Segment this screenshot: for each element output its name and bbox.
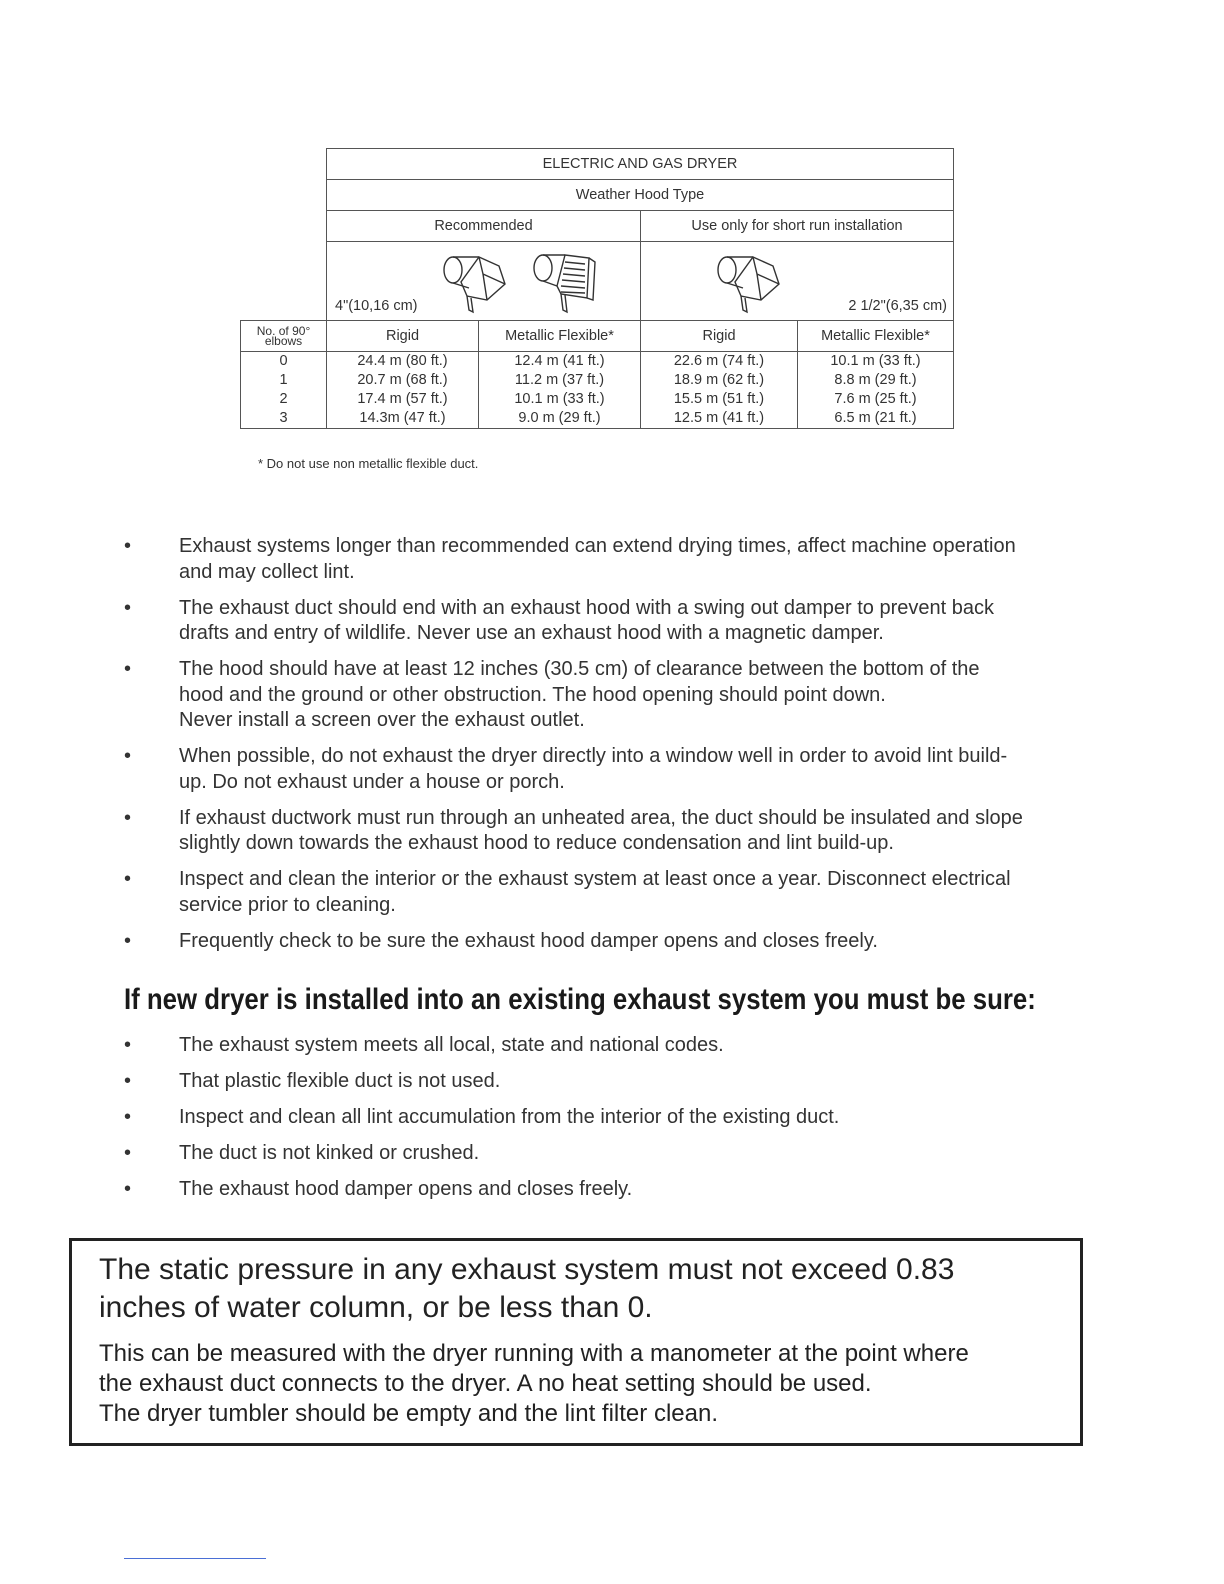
exhaust-guidelines-list bbox=[120, 534, 1090, 965]
col-rec-rigid: Rigid bbox=[327, 321, 479, 352]
existing-system-checklist bbox=[120, 1033, 1090, 1213]
recommended-header: Recommended bbox=[327, 211, 641, 242]
recommended-hoods-cell bbox=[327, 242, 641, 321]
short-rigid-values: 22.6 m (74 ft.) 18.9 m (62 ft.) 15.5 m (51 ft.) 12.5 m (41 ft.) bbox=[641, 352, 798, 429]
list-item: • The exhaust hood damper opens and closes freely. bbox=[120, 1177, 1090, 1203]
list-item: • Frequently check to be sure the exhaust hood damper opens and closes freely. bbox=[120, 929, 1090, 955]
recommended-hoods-icon bbox=[439, 252, 619, 314]
list-item: • That plastic flexible duct is not used. bbox=[120, 1069, 1090, 1095]
rec-flex-values: 12.4 m (41 ft.) 11.2 m (37 ft.) 10.1 m (33 ft.) 9.0 m (29 ft.) bbox=[479, 352, 641, 429]
notice-body: This can be measured with the dryer running with a manometer at the point where the exhaust duct connects to the dryer. A no heat setting should be used. The dryer tumbler should be empty and the lint filter clean. bbox=[99, 1340, 969, 1427]
short-run-hood-icon bbox=[713, 252, 793, 314]
table-title: ELECTRIC AND GAS DRYER bbox=[327, 149, 954, 180]
list-item: • Inspect and clean the interior or the exhaust system at least once a year. Disconnect electrical service prior to cleaning. bbox=[120, 867, 1090, 918]
bottom-divider bbox=[124, 1558, 266, 1559]
notice-heading: The static pressure in any exhaust system must not exceed 0.83 inches of water column, or be less than 0. bbox=[99, 1253, 955, 1324]
col-short-flex: Metallic Flexible* bbox=[798, 321, 954, 352]
short-run-hood-cell bbox=[641, 242, 954, 321]
duct-size-2-5in: 2 1/2"(6,35 cm) bbox=[848, 298, 947, 314]
table-footnote: * Do not use non metallic flexible duct. bbox=[258, 456, 479, 471]
venting-length-table bbox=[240, 148, 954, 429]
short-flex-values: 10.1 m (33 ft.) 8.8 m (29 ft.) 7.6 m (25 ft.) 6.5 m (21 ft.) bbox=[798, 352, 954, 429]
list-item: • The duct is not kinked or crushed. bbox=[120, 1141, 1090, 1167]
list-item: • If exhaust ductwork must run through an unheated area, the duct should be insulated and slope slightly down towards the exhaust hood to reduce condensation and lint build-up. bbox=[120, 806, 1090, 857]
short-run-header: Use only for short run installation bbox=[641, 211, 954, 242]
rec-rigid-values: 24.4 m (80 ft.) 20.7 m (68 ft.) 17.4 m (57 ft.) 14.3m (47 ft.) bbox=[327, 352, 479, 429]
list-item: • The exhaust duct should end with an exhaust hood with a swing out damper to prevent back drafts and entry of wildlife. Never use an exhaust hood with a magnetic damper. bbox=[120, 596, 1090, 647]
list-item: • The hood should have at least 12 inches (30.5 cm) of clearance between the bottom of the hood and the ground or other obstruction. The hood opening should point down. Never install a screen over the exhaust outlet. bbox=[120, 657, 1090, 734]
list-item: • The exhaust system meets all local, state and national codes. bbox=[120, 1033, 1090, 1059]
list-item: • When possible, do not exhaust the dryer directly into a window well in order to avoid lint build- up. Do not exhaust under a house or porch. bbox=[120, 744, 1090, 795]
list-item: • Inspect and clean all lint accumulation from the interior of the existing duct. bbox=[120, 1105, 1090, 1131]
existing-system-heading: If new dryer is installed into an existing exhaust system you must be sure: bbox=[124, 983, 1036, 1016]
static-pressure-notice bbox=[69, 1238, 1083, 1446]
col-short-rigid: Rigid bbox=[641, 321, 798, 352]
elbows-values: 0 1 2 3 bbox=[241, 352, 327, 429]
duct-size-4in: 4"(10,16 cm) bbox=[335, 298, 418, 314]
hood-type-header: Weather Hood Type bbox=[327, 180, 954, 211]
list-item: • Exhaust systems longer than recommended can extend drying times, affect machine operation and may collect lint. bbox=[120, 534, 1090, 585]
elbows-header: No. of 90° elbows bbox=[241, 321, 327, 352]
col-rec-flex: Metallic Flexible* bbox=[479, 321, 641, 352]
